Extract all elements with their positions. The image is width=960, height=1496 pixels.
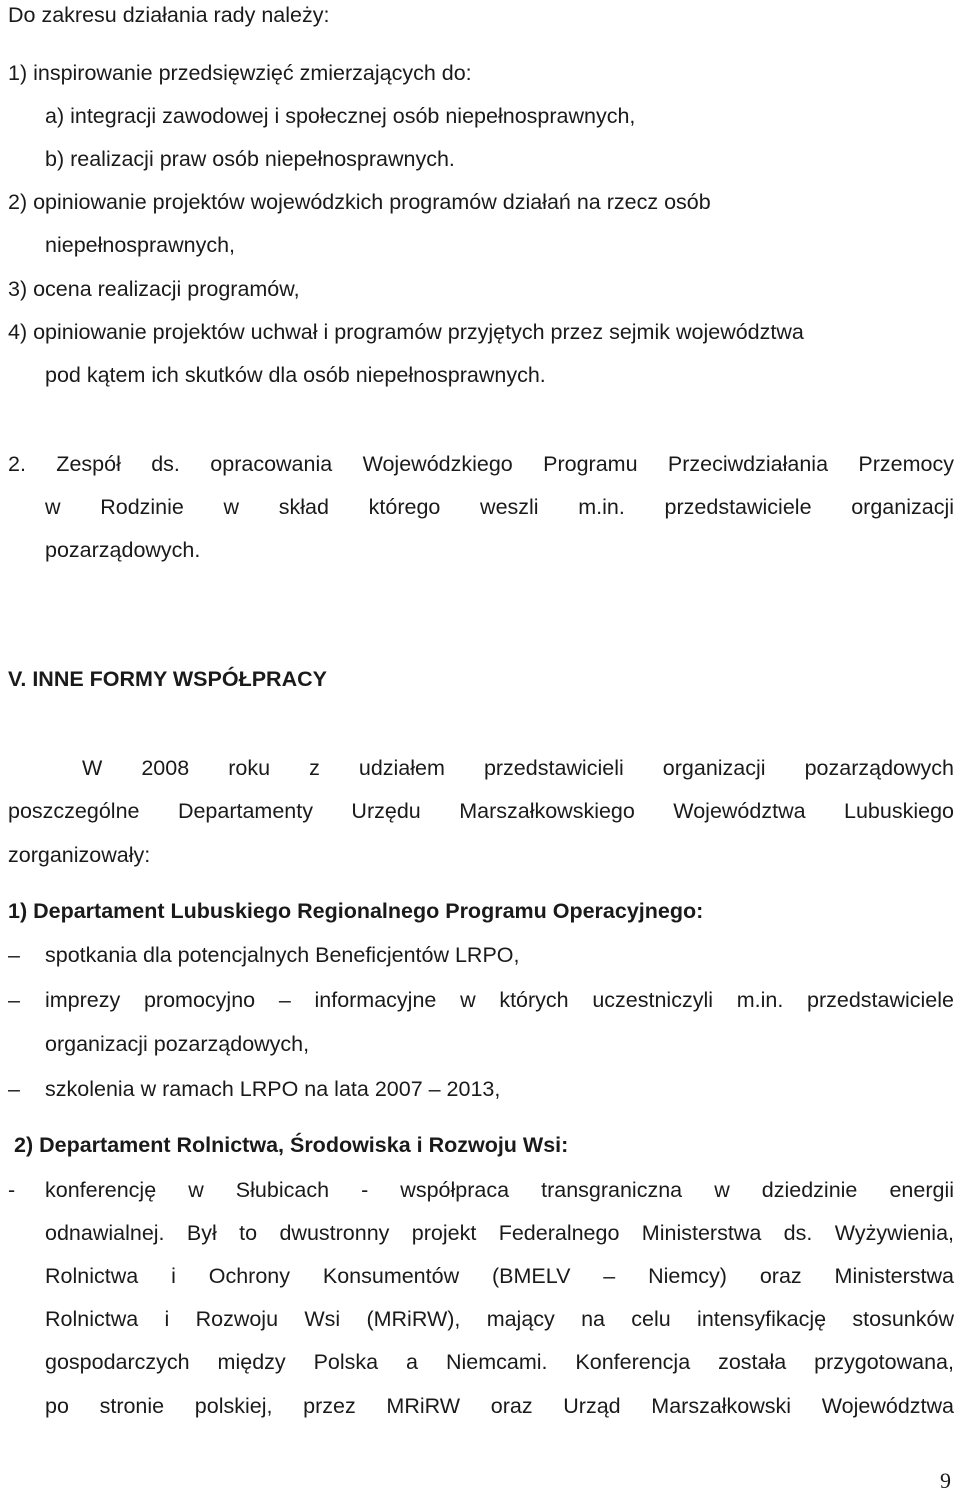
team-line1: 2. Zespół ds. opracowania Wojewódzkiego Programu Przeciwdziałania Przemocy: [8, 452, 954, 476]
dept2-line5: gospodarczych między Polska a Niemcami. Konferencja została przygotowana,: [45, 1350, 954, 1374]
bullet-dash: –: [8, 943, 20, 967]
dept1-bullet2-line2: organizacji pozarządowych,: [45, 1032, 310, 1056]
list-item-4-line1: 4) opiniowanie projektów uchwał i programów przyjętych przez sejmik województwa: [8, 320, 804, 344]
dept1-heading: 1) Departament Lubuskiego Regionalnego Programu Operacyjnego:: [8, 899, 704, 923]
list-item-1b: b) realizacji praw osób niepełnosprawnych.: [45, 147, 455, 171]
list-item-1a: a) integracji zawodowej i społecznej osób niepełnosprawnych,: [45, 104, 636, 128]
bullet-dash: -: [8, 1178, 16, 1202]
bullet-dash: –: [8, 988, 20, 1012]
bullet-dash: –: [8, 1077, 20, 1101]
dept1-bullet2-line1: imprezy promocyjno – informacyjne w których uczestniczyli m.in. przedstawiciele: [45, 988, 954, 1012]
list-item-3: 3) ocena realizacji programów,: [8, 277, 300, 301]
dept2-line3: Rolnictwa i Ochrony Konsumentów (BMELV – Niemcy) oraz Ministerstwa: [45, 1264, 954, 1288]
dept1-bullet1: spotkania dla potencjalnych Beneficjentów LRPO,: [45, 943, 520, 967]
dept2-line1: konferencję w Słubicach - współpraca transgraniczna w dziedzinie energii: [45, 1178, 954, 1202]
section-heading: V. INNE FORMY WSPÓŁPRACY: [8, 667, 327, 691]
team-line2: w Rodzinie w skład którego weszli m.in. przedstawiciele organizacji: [45, 495, 954, 519]
intro-text: Do zakresu działania rady należy:: [8, 3, 330, 27]
list-item-2-line2: niepełnosprawnych,: [45, 233, 236, 257]
paragraph-line2: poszczególne Departamenty Urzędu Marszałkowskiego Województwa Lubuskiego: [8, 799, 954, 823]
list-item-2-line1: 2) opiniowanie projektów wojewódzkich programów działań na rzecz osób: [8, 190, 711, 214]
dept2-line6: po stronie polskiej, przez MRiRW oraz Urząd Marszałkowski Województwa: [45, 1394, 954, 1418]
dept2-line4: Rolnictwa i Rozwoju Wsi (MRiRW), mający na celu intensyfikację stosunków: [45, 1307, 954, 1331]
list-item-1: 1) inspirowanie przedsięwzięć zmierzających do:: [8, 61, 472, 85]
paragraph-line1: W 2008 roku z udziałem przedstawicieli organizacji pozarządowych: [82, 756, 954, 780]
page-number: 9: [940, 1468, 951, 1493]
dept2-line2: odnawialnej. Był to dwustronny projekt Federalnego Ministerstwa ds. Wyżywienia,: [45, 1221, 954, 1245]
paragraph-line3: zorganizowały:: [8, 843, 151, 867]
dept2-heading: 2) Departament Rolnictwa, Środowiska i Rozwoju Wsi:: [14, 1133, 569, 1157]
dept1-bullet3: szkolenia w ramach LRPO na lata 2007 – 2013,: [45, 1077, 501, 1101]
list-item-4-line2: pod kątem ich skutków dla osób niepełnosprawnych.: [45, 363, 546, 387]
team-line3: pozarządowych.: [45, 538, 201, 562]
